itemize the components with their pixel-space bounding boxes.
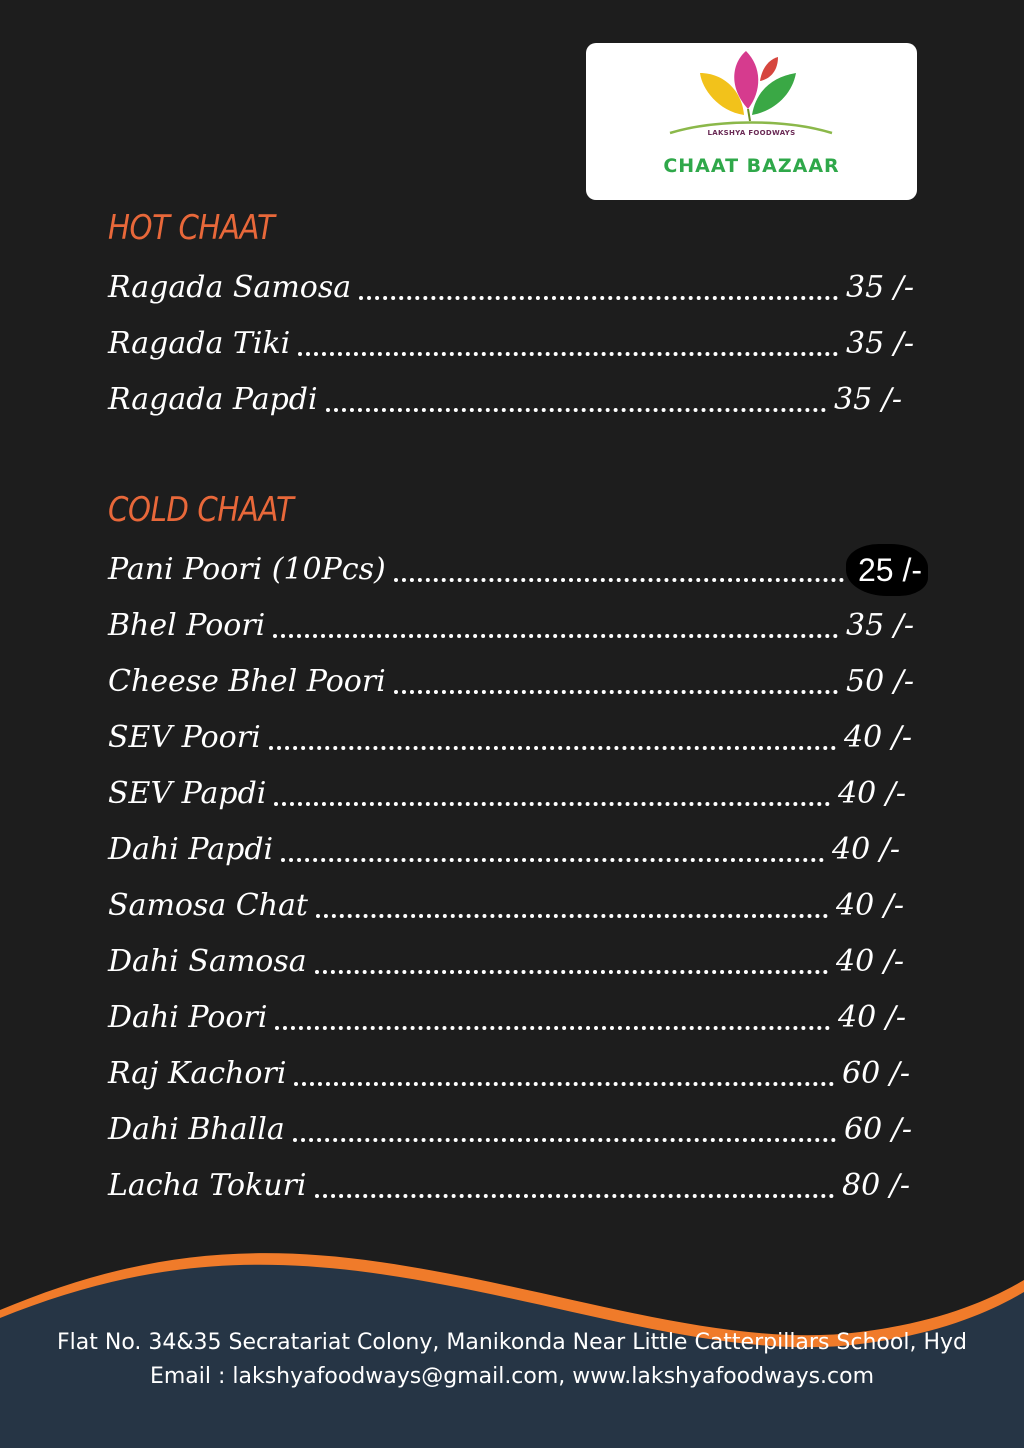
item-price: 40 /-: [838, 776, 906, 811]
item-name: SEV Poori: [108, 720, 261, 755]
item-price: 40 /-: [836, 944, 904, 979]
dot-leader: [298, 352, 838, 356]
item-price: 40 /-: [832, 832, 900, 867]
dot-leader: [274, 802, 830, 806]
dot-leader: [326, 408, 826, 412]
menu-item: [108, 1052, 910, 1096]
logo-card: [586, 43, 917, 200]
brand-name: CHAAT BAZAAR: [663, 155, 840, 177]
menu-item: [108, 266, 914, 310]
menu-item: [108, 996, 906, 1040]
item-name: SEV Papdi: [108, 776, 267, 811]
menu-item: [108, 884, 904, 928]
dot-leader: [294, 1082, 834, 1086]
item-price: 35 /-: [846, 608, 914, 643]
menu-item: [108, 378, 902, 422]
item-name: Dahi Poori: [108, 1000, 268, 1035]
dot-leader: [394, 690, 838, 694]
menu-item: [108, 716, 912, 760]
item-name: Raj Kachori: [108, 1056, 287, 1091]
dot-leader: [275, 1026, 830, 1030]
menu-item: [108, 1108, 912, 1152]
item-name: Cheese Bhel Poori: [108, 664, 386, 699]
menu-item: [108, 660, 914, 704]
item-price: 35 /-: [846, 326, 914, 361]
footer-contact: Email : lakshyafoodways@gmail.com, www.lakshyafoodways.com: [149, 1364, 875, 1389]
dot-leader: [394, 578, 844, 582]
dot-leader: [273, 634, 838, 638]
dot-leader: [315, 1194, 835, 1198]
item-name: Samosa Chat: [108, 888, 308, 923]
section-title-cold-chaat: COLD CHAAT: [108, 490, 294, 530]
dot-leader: [315, 970, 828, 974]
menu-item: [108, 772, 906, 816]
item-name: Ragada Tiki: [108, 326, 291, 361]
item-name: Ragada Samosa: [108, 270, 352, 305]
leaves-logo-icon: [666, 49, 836, 141]
item-name: Lacha Tokuri: [108, 1168, 307, 1203]
dot-leader: [281, 858, 824, 862]
menu-item: [108, 1164, 910, 1208]
menu-item: [108, 828, 900, 872]
item-price: 35 /-: [834, 382, 902, 417]
menu-item: [108, 548, 928, 592]
dot-leader: [293, 1138, 836, 1142]
item-price: 25 /-: [852, 548, 928, 592]
dot-leader: [316, 914, 828, 918]
menu-item: [108, 322, 914, 366]
item-price: 40 /-: [844, 720, 912, 755]
item-name: Pani Poori (10Pcs): [108, 552, 386, 587]
dot-leader: [359, 296, 838, 300]
item-name: Ragada Papdi: [108, 382, 318, 417]
dot-leader: [269, 746, 836, 750]
item-price: 60 /-: [844, 1112, 912, 1147]
company-name: LAKSHYA FOODWAYS: [707, 129, 796, 137]
section-title-hot-chaat: HOT CHAAT: [108, 208, 275, 248]
menu-item: [108, 940, 904, 984]
item-price: 35 /-: [846, 270, 914, 305]
item-price: 60 /-: [842, 1056, 910, 1091]
item-price: 40 /-: [838, 1000, 906, 1035]
menu-item: [108, 604, 914, 648]
item-price: 50 /-: [846, 664, 914, 699]
item-name: Bhel Poori: [108, 608, 266, 643]
item-name: Dahi Papdi: [108, 832, 274, 867]
footer-address: Flat No. 34&35 Secratariat Colony, Manikonda Near Little Catterpillars School, Hyd: [57, 1330, 967, 1355]
item-price: 80 /-: [842, 1168, 910, 1203]
item-name: Dahi Samosa: [108, 944, 307, 979]
item-price: 40 /-: [836, 888, 904, 923]
item-name: Dahi Bhalla: [108, 1112, 285, 1147]
